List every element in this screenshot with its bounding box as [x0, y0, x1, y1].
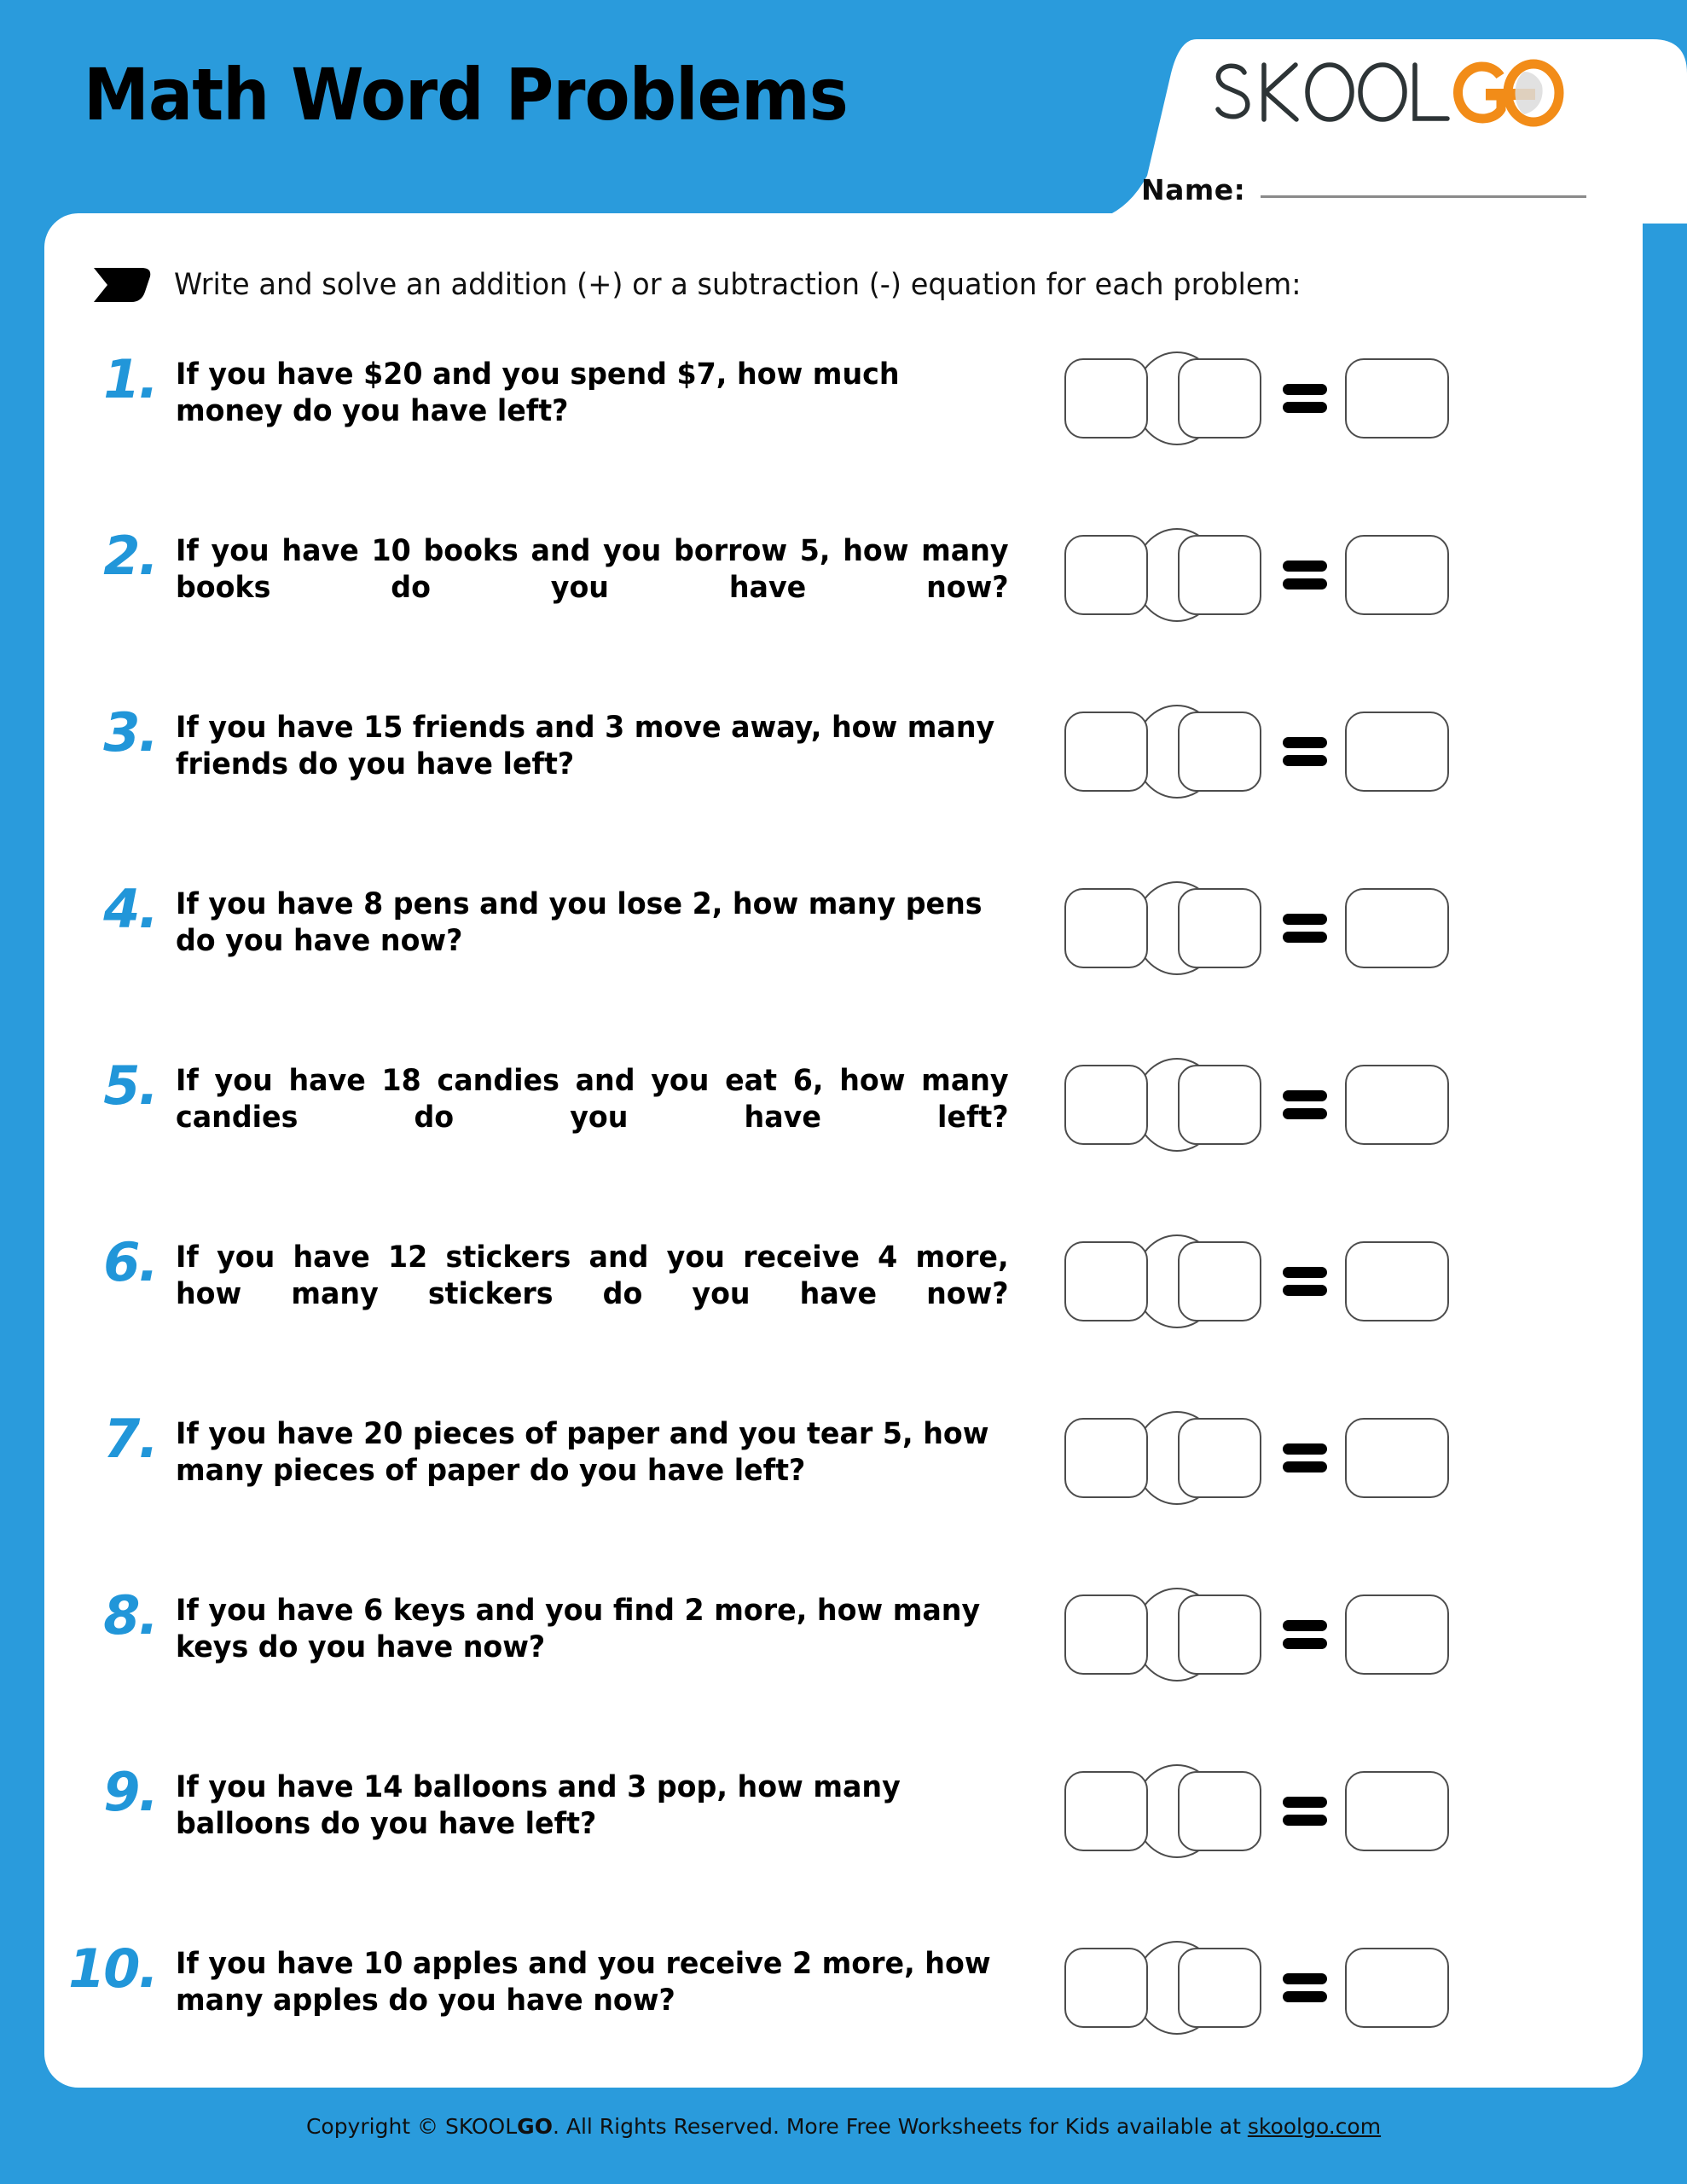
answer-box-operand-1[interactable] — [1064, 1948, 1148, 2028]
footer-middle: . All Rights Reserved. More Free Worksheets for Kids available at — [552, 2114, 1248, 2139]
problem-number: 10. — [68, 1937, 157, 2000]
answer-box-operand-1[interactable] — [1064, 358, 1148, 439]
problem-text: If you have $20 and you spend $7, how much money do you have left? — [176, 357, 900, 428]
equals-icon — [1283, 1443, 1327, 1472]
answer-box-result[interactable] — [1345, 888, 1449, 968]
problem-row — [44, 1932, 1643, 2109]
skoolgo-logo — [1207, 58, 1565, 131]
problem-number: 8. — [103, 1584, 157, 1647]
problem-row — [44, 343, 1643, 520]
answer-box-result[interactable] — [1345, 1065, 1449, 1145]
answer-box-operand-1[interactable] — [1064, 1771, 1148, 1851]
answer-slot — [1064, 1941, 1593, 2035]
footer-prefix: Copyright © SKOOL — [305, 2114, 518, 2139]
answer-box-operand-1[interactable] — [1064, 712, 1148, 792]
answer-box-operand-2[interactable] — [1178, 535, 1261, 615]
problem-number: 5. — [103, 1054, 157, 1117]
answer-box-operand-2[interactable] — [1178, 1771, 1261, 1851]
problem-text: If you have 8 pens and you lose 2, how many pens do you have now? — [176, 887, 983, 958]
answer-slot — [1064, 1234, 1593, 1328]
equals-icon — [1283, 1090, 1327, 1119]
equals-icon — [1283, 384, 1327, 413]
answer-box-result[interactable] — [1345, 535, 1449, 615]
problem-text: If you have 18 candies and you eat 6, how many candies do you have left? — [176, 1064, 1009, 1135]
answer-slot — [1064, 1588, 1593, 1682]
problem-row — [44, 1049, 1643, 1226]
answer-box-operand-2[interactable] — [1178, 1065, 1261, 1145]
answer-slot — [1064, 705, 1593, 799]
worksheet-card — [44, 213, 1643, 2088]
answer-box-operand-1[interactable] — [1064, 535, 1148, 615]
problem-row — [44, 1756, 1643, 1932]
answer-box-operand-1[interactable] — [1064, 888, 1148, 968]
instruction-row — [92, 266, 1348, 304]
flag-arrow-icon — [92, 266, 155, 304]
answer-box-operand-2[interactable] — [1178, 358, 1261, 439]
problem-number: 3. — [103, 701, 157, 764]
name-field-row — [1141, 173, 1586, 206]
equals-icon — [1283, 1620, 1327, 1649]
answer-box-operand-2[interactable] — [1178, 712, 1261, 792]
answer-slot — [1064, 1764, 1593, 1858]
answer-box-result[interactable] — [1345, 1948, 1449, 2028]
answer-box-result[interactable] — [1345, 712, 1449, 792]
answer-slot — [1064, 528, 1593, 622]
answer-box-operand-1[interactable] — [1064, 1594, 1148, 1675]
name-label: Name: — [1141, 173, 1246, 206]
problem-number: 9. — [103, 1761, 157, 1823]
answer-slot — [1064, 351, 1593, 445]
worksheet-header — [0, 0, 1687, 224]
problem-text: If you have 12 stickers and you receive 4 more, how many stickers do you have now? — [176, 1240, 1009, 1311]
answer-box-operand-1[interactable] — [1064, 1241, 1148, 1321]
problem-text: If you have 10 books and you borrow 5, how many books do you have now? — [176, 534, 1009, 605]
answer-box-result[interactable] — [1345, 1418, 1449, 1498]
equals-icon — [1283, 1267, 1327, 1296]
name-input-line[interactable] — [1261, 195, 1586, 198]
problem-row — [44, 1403, 1643, 1579]
problem-row — [44, 873, 1643, 1049]
equals-icon — [1283, 737, 1327, 766]
answer-slot — [1064, 1058, 1593, 1152]
problem-text: If you have 6 keys and you find 2 more, how many keys do you have now? — [176, 1594, 981, 1664]
answer-slot — [1064, 881, 1593, 975]
answer-box-operand-1[interactable] — [1064, 1418, 1148, 1498]
answer-box-operand-2[interactable] — [1178, 1948, 1261, 2028]
problem-row — [44, 1226, 1643, 1403]
answer-box-result[interactable] — [1345, 358, 1449, 439]
answer-box-operand-2[interactable] — [1178, 888, 1261, 968]
problem-number: 1. — [103, 348, 157, 410]
page-title: Math Word Problems — [84, 53, 848, 136]
answer-box-result[interactable] — [1345, 1594, 1449, 1675]
problem-list — [44, 343, 1643, 2109]
equals-icon — [1283, 1973, 1327, 2002]
footer-brand-go: GO — [517, 2114, 553, 2139]
problem-number: 7. — [103, 1408, 157, 1470]
answer-box-operand-1[interactable] — [1064, 1065, 1148, 1145]
problem-number: 2. — [103, 525, 157, 587]
problem-row — [44, 520, 1643, 696]
answer-box-result[interactable] — [1345, 1771, 1449, 1851]
answer-box-result[interactable] — [1345, 1241, 1449, 1321]
instruction-text: Write and solve an addition (+) or a subtraction (-) equation for each problem: — [174, 268, 1301, 302]
footer-copyright — [0, 2114, 1687, 2139]
problem-number: 6. — [103, 1231, 157, 1293]
problem-text: If you have 14 balloons and 3 pop, how many balloons do you have left? — [176, 1770, 901, 1841]
problem-text: If you have 20 pieces of paper and you tear 5, how many pieces of paper do you have left? — [176, 1417, 989, 1488]
answer-box-operand-2[interactable] — [1178, 1594, 1261, 1675]
problem-text: If you have 10 apples and you receive 2 more, how many apples do you have now? — [176, 1947, 991, 2018]
equals-icon — [1283, 561, 1327, 590]
answer-box-operand-2[interactable] — [1178, 1418, 1261, 1498]
problem-row — [44, 1579, 1643, 1756]
problem-row — [44, 696, 1643, 873]
equals-icon — [1283, 914, 1327, 943]
answer-slot — [1064, 1411, 1593, 1505]
problem-text: If you have 15 friends and 3 move away, how many friends do you have left? — [176, 711, 995, 781]
problem-number: 4. — [103, 878, 157, 940]
answer-box-operand-2[interactable] — [1178, 1241, 1261, 1321]
equals-icon — [1283, 1797, 1327, 1826]
footer-link-skoolgo[interactable]: skoolgo.com — [1247, 2114, 1382, 2139]
